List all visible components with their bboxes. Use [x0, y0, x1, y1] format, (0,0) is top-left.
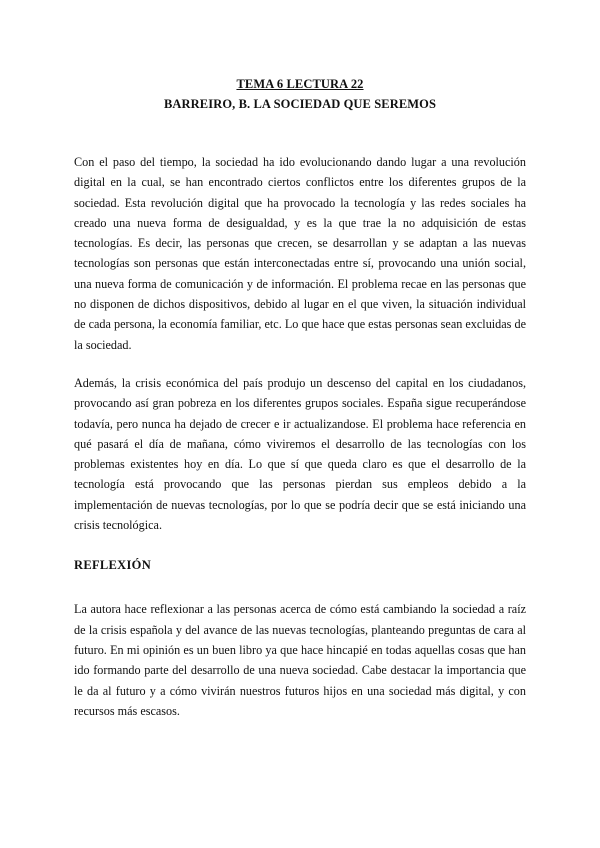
document-page	[74, 74, 526, 721]
paragraph-3: La autora hace reflexionar a las personas acerca de cómo está cambiando la sociedad a raíz de la crisis española y del avance de las nuevas tecnologías, planteando preguntas de cara al futuro. En mi opinión es un buen libro ya que hace hincapié en todas aquellas cosas que han ido formando parte del desarrollo de una nueva sociedad. Cabe destacar la importancia que le da al futuro y a cómo vivirán nuestros futuros hijos en una sociedad más digital, y con recursos más escasos.	[74, 602, 526, 718]
title-line-2: BARREIRO, B. LA SOCIEDAD QUE SEREMOS	[163, 97, 437, 111]
paragraph-2: Además, la crisis económica del país produjo un descenso del capital en los ciudadanos, provocando así gran pobreza en los diferentes grupos sociales. España sigue recuperándose todavía, pero nunca ha dejado de crecer e ir actualizandose. El problema hace referencia en qué pasará el día de mañana, cómo viviremos el desarrollo de las tecnologías con los problemas existentes hoy en día. Lo que sí que queda claro es que el desarrollo de la tecnología está provocando que las personas pierdan sus empleos debido a la implementación de nuevas tecnologías, por lo que se podría decir que se está iniciando una crisis tecnológica.	[74, 375, 526, 533]
paragraph-1: Con el paso del tiempo, la sociedad ha ido evolucionando dando lugar a una revolución digital en la cual, se han encontrado ciertos conflictos entre los diferentes grupos de la sociedad. Esta revolución digital que ha provocado la tecnología y las redes sociales ha creado una nueva forma de desigualdad, y es la que trae la no adquisición de estas tecnologías. Es decir, las personas que crecen, se desarrollan y se adaptan a las nuevas tecnologías son personas que están interconectadas entre sí, provocando una unión social, una nueva forma de comunicación y de información. El problema recae en las personas que no disponen de dichos dispositivos, debido al lugar en el que viven, la situación individual de cada persona, la economía familiar, etc. Lo que hace que estas personas sean excluidas de la sociedad.	[74, 155, 526, 352]
title-line-1: TEMA 6 LECTURA 22	[236, 77, 364, 91]
document-title	[74, 74, 526, 114]
section-heading-reflexion: REFLEXIÓN	[74, 558, 152, 573]
